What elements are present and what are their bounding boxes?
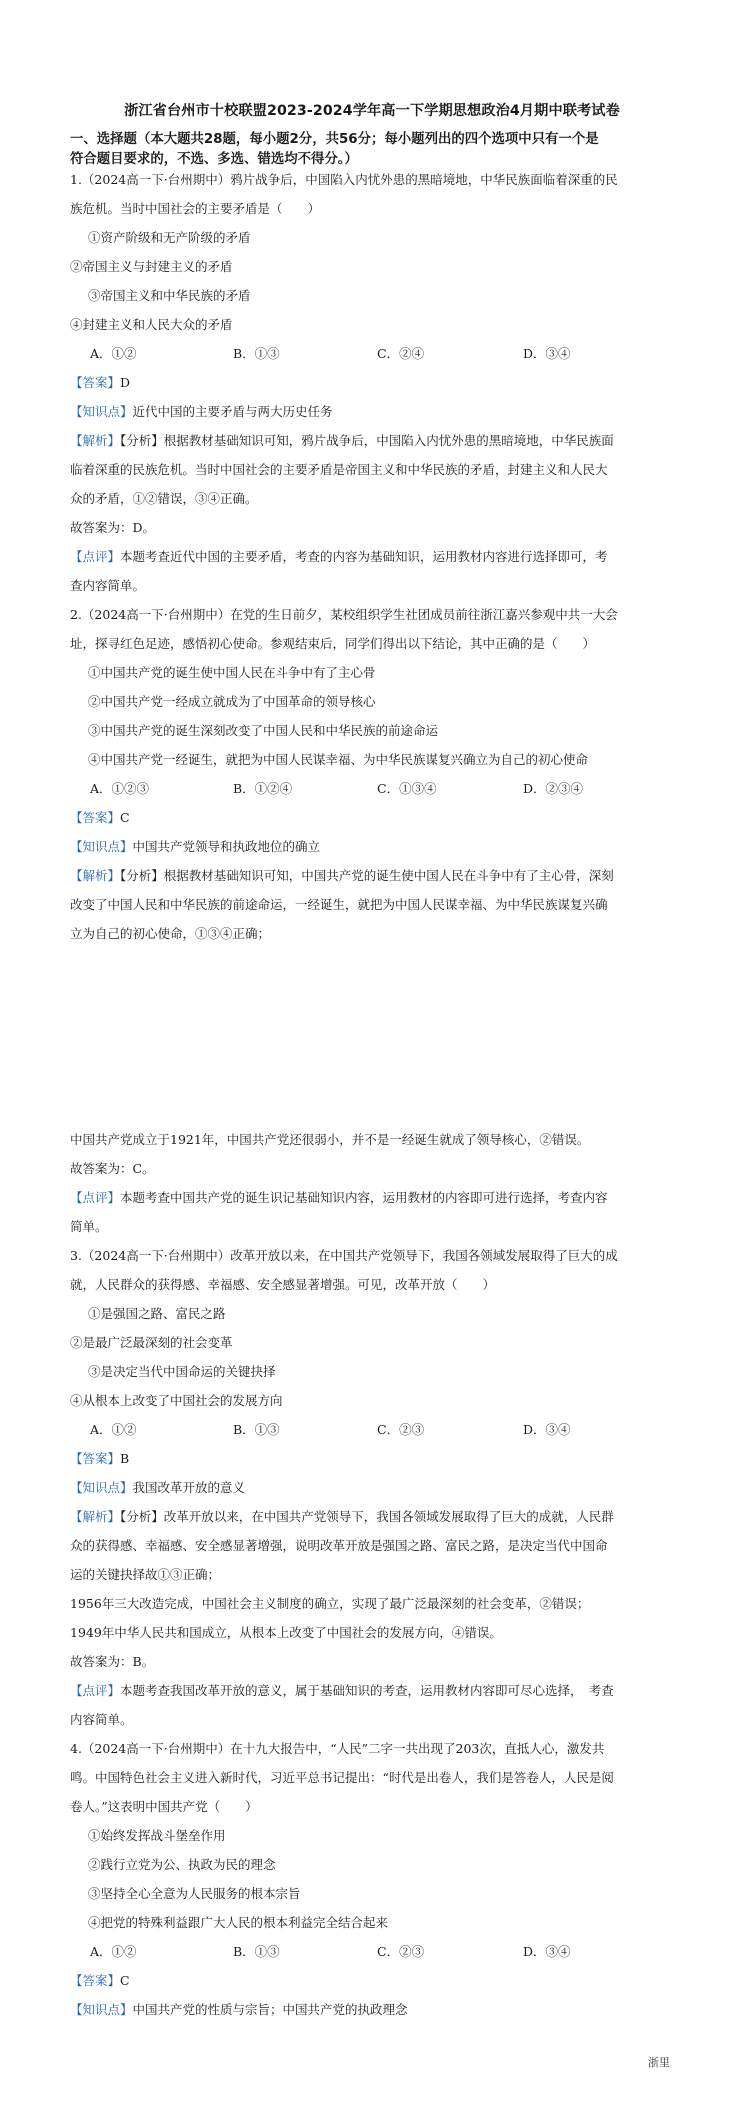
q3-comment-line-1 [70,1681,614,1701]
knowledge-label: 【知识点】 [70,839,133,854]
q1-stem-line-2: 族危机。当时中国社会的主要矛盾是（ ） [70,201,321,216]
q1-comment-line-1 [70,547,608,567]
q2-option-4: ④中国共产党一经诞生，就把为中国人民谋幸福、为中华民族谋复兴确立为自己的初心使命 [88,752,589,767]
q3-choices [90,1420,630,1440]
q1-knowledge [70,402,333,422]
q1-analysis-line-2: 临着深重的民族危机。当时中国社会的主要矛盾是帝国主义和中华民族的矛盾，封建主义和人民大 [70,462,608,477]
q1-stem-line-1: 1.（2024高一下·台州期中）鸦片战争后，中国陷入内忧外患的黑暗境地，中华民族面临着深重的民 [70,172,618,187]
section-heading-line-1: 一、选择题（本大题共28题，每小题2分，共56分；每小题列出的四个选项中只有一个是 [70,132,599,147]
q1-option-2: ②帝国主义与封建主义的矛盾 [70,259,233,274]
q3-choice-b: B．①③ [233,1422,280,1437]
q4-option-4: ④把党的特殊利益跟广大人民的根本利益完全结合起来 [88,1915,389,1930]
q3-choice-a: A．①② [90,1422,137,1437]
q2-choice-b: B．①②④ [233,781,293,796]
q3-comment-text-1: 本题考查我国改革开放的意义，属于基础知识的考查，运用教材内容即可尽心选择， 考查 [120,1683,614,1698]
q4-choice-a: A．①② [90,1944,137,1959]
q4-knowledge-text: 中国共产党的性质与宗旨；中国共产党的执政理念 [132,2002,408,2017]
q4-option-2: ②践行立党为公、执政为民的理念 [88,1857,276,1872]
knowledge-label: 【知识点】 [70,404,133,419]
knowledge-label: 【知识点】 [70,1480,133,1495]
q4-stem-line-3: 卷人。”这表明中国共产党（ ） [70,1799,258,1814]
q3-analysis-line-4: 1956年三大改造完成，中国社会主义制度的确立，实现了最广泛最深刻的社会变革，②错误； [70,1596,590,1611]
q3-knowledge-text: 我国改革开放的意义 [132,1480,246,1495]
q3-option-1: ①是强国之路、富民之路 [88,1306,226,1321]
q1-option-4: ④封建主义和人民大众的矛盾 [70,317,233,332]
q1-analysis-text-1: 【分析】根据教材基础知识可知，鸦片战争后，中国陷入内忧外患的黑暗境地，中华民族面 [120,433,614,448]
q3-choice-c: C．②③ [377,1422,425,1437]
q2-analysis-line-2: 改变了中国人民和中华民族的前途命运，一经诞生，就把为中国人民谋幸福、为中华民族谋复兴确 [70,897,608,912]
q4-answer [70,1971,130,1991]
q2-comment-line-2: 简单。 [70,1219,108,1234]
comment-label: 【点评】 [70,1190,121,1205]
q3-analysis-line-5: 1949年中华人民共和国成立，从根本上改变了中国社会的发展方向，④错误。 [70,1625,502,1640]
q4-choice-d: D．③④ [523,1944,571,1959]
answer-label: 【答案】 [70,810,121,825]
q1-answer [70,373,130,393]
comment-label: 【点评】 [70,549,121,564]
q2-analysis-line-3: 立为自己的初心使命，①③④正确； [70,926,271,941]
q4-choice-b: B．①③ [233,1944,280,1959]
page-title: 浙江省台州市十校联盟2023-2024学年高一下学期思想政治4月期中联考试卷 [124,103,620,119]
q2-choice-d: D．②③④ [523,781,584,796]
answer-label: 【答案】 [70,375,121,390]
section-heading-line-2: 符合题目要求的，不选、多选、错选均不得分。） [70,152,358,167]
q2-knowledge [70,837,320,857]
q4-option-3: ③坚持全心全意为人民服务的根本宗旨 [88,1886,301,1901]
q2-option-1: ①中国共产党的诞生使中国人民在斗争中有了主心骨 [88,665,376,680]
section-heading [70,130,690,170]
q2-analysis-text-1: 【分析】根据教材基础知识可知，中国共产党的诞生使中国人民在斗争中有了主心骨，深刻 [120,868,614,883]
answer-label: 【答案】 [70,1973,121,1988]
q3-option-3: ③是决定当代中国命运的关键抉择 [88,1364,276,1379]
analysis-label: 【解析】 [70,433,121,448]
knowledge-label: 【知识点】 [70,2002,133,2017]
q1-choice-b: B．①③ [233,346,280,361]
q3-analysis-line-3: 运的关键抉择故①③正确； [70,1567,221,1582]
q2-conclusion: 故答案为：C。 [70,1161,155,1176]
comment-label: 【点评】 [70,1683,121,1698]
q3-analysis-text-1: 【分析】改革开放以来，在中国共产党领导下，我国各领域发展取得了巨大的成就，人民群 [120,1509,614,1524]
q1-conclusion: 故答案为：D。 [70,520,156,535]
q3-comment-line-2: 内容简单。 [70,1712,133,1727]
q1-choice-d: D．③④ [523,346,571,361]
q2-option-2: ②中国共产党一经成立就成为了中国革命的领导核心 [88,694,376,709]
q1-option-3: ③帝国主义和中华民族的矛盾 [88,288,251,303]
q3-answer-value: B [120,1451,130,1466]
q1-analysis-line-3: 众的矛盾，①②错误，③④正确。 [70,491,258,506]
q2-comment-line-1 [70,1188,608,1208]
q4-knowledge [70,2000,408,2020]
q1-knowledge-text: 近代中国的主要矛盾与两大历史任务 [132,404,333,419]
q3-knowledge [70,1478,245,1498]
q2-choice-a: A．①②③ [90,781,150,796]
analysis-label: 【解析】 [70,1509,121,1524]
q2-analysis-line-1 [70,866,614,886]
q3-stem-line-2: 就，人民群众的获得感、幸福感、安全感显著增强。可见，改革开放（ ） [70,1277,496,1292]
q2-analysis-line-4: 中国共产党成立于1921年，中国共产党还很弱小，并不是一经诞生就成了领导核心，②错误。 [70,1132,590,1147]
q4-stem-line-1: 4.（2024高一下·台州期中）在十九大报告中，“人民”二字一共出现了203次，直抵人心，激发共 [70,1741,605,1756]
q2-stem-line-2: 址，探寻红色足迹，感悟初心使命。参观结束后，同学们得出以下结论，其中正确的是（ ） [70,636,596,651]
q4-option-1: ①始终发挥战斗堡垒作用 [88,1828,226,1843]
q4-stem-line-2: 鸣。中国特色社会主义进入新时代，习近平总书记提出：“时代是出卷人，我们是答卷人，人民是阅 [70,1770,614,1785]
q1-choice-a: A．①② [90,346,137,361]
q2-option-3: ③中国共产党的诞生深刻改变了中国人民和中华民族的前途命运 [88,723,439,738]
q2-choice-c: C．①③④ [377,781,437,796]
q1-comment-line-2: 查内容简单。 [70,578,146,593]
q3-conclusion: 故答案为：B。 [70,1654,155,1669]
answer-label: 【答案】 [70,1451,121,1466]
q3-option-4: ④从根本上改变了中国社会的发展方向 [70,1393,283,1408]
q3-choice-d: D．③④ [523,1422,571,1437]
blank-space [70,980,670,1140]
q4-choice-c: C．②③ [377,1944,425,1959]
analysis-label: 【解析】 [70,868,121,883]
q1-comment-text-1: 本题考查近代中国的主要矛盾，考查的内容为基础知识，运用教材内容进行选择即可，考 [120,549,608,564]
q2-stem-line-1: 2.（2024高一下·台州期中）在党的生日前夕，某校组织学生社团成员前往浙江嘉兴参观中共一大会 [70,607,618,622]
q2-choices [90,779,630,799]
q3-analysis-line-2: 众的获得感、幸福感、安全感显著增强，说明改革开放是强国之路、富民之路，是决定当代中国命 [70,1538,608,1553]
q2-knowledge-text: 中国共产党领导和执政地位的确立 [132,839,321,854]
q3-option-2: ②是最广泛最深刻的社会变革 [70,1335,233,1350]
q4-choices [90,1942,630,1962]
q1-answer-value: D [120,375,131,390]
q1-option-1: ①资产阶级和无产阶级的矛盾 [88,230,251,245]
q2-answer-value: C [120,810,130,825]
q3-stem-line-1: 3.（2024高一下·台州期中）改革开放以来，在中国共产党领导下，我国各领域发展取得了巨大的成 [70,1248,618,1263]
q3-analysis-line-1 [70,1507,614,1527]
q1-analysis-line-1 [70,431,614,451]
page-footer: 浙里 [648,2056,670,2069]
q1-choices [90,344,630,364]
q1-choice-c: C．②④ [377,346,425,361]
q2-comment-text-1: 本题考查中国共产党的诞生识记基础知识内容，运用教材的内容即可进行选择，考查内容 [120,1190,608,1205]
q3-answer [70,1449,129,1469]
q4-answer-value: C [120,1973,130,1988]
q2-answer [70,808,130,828]
